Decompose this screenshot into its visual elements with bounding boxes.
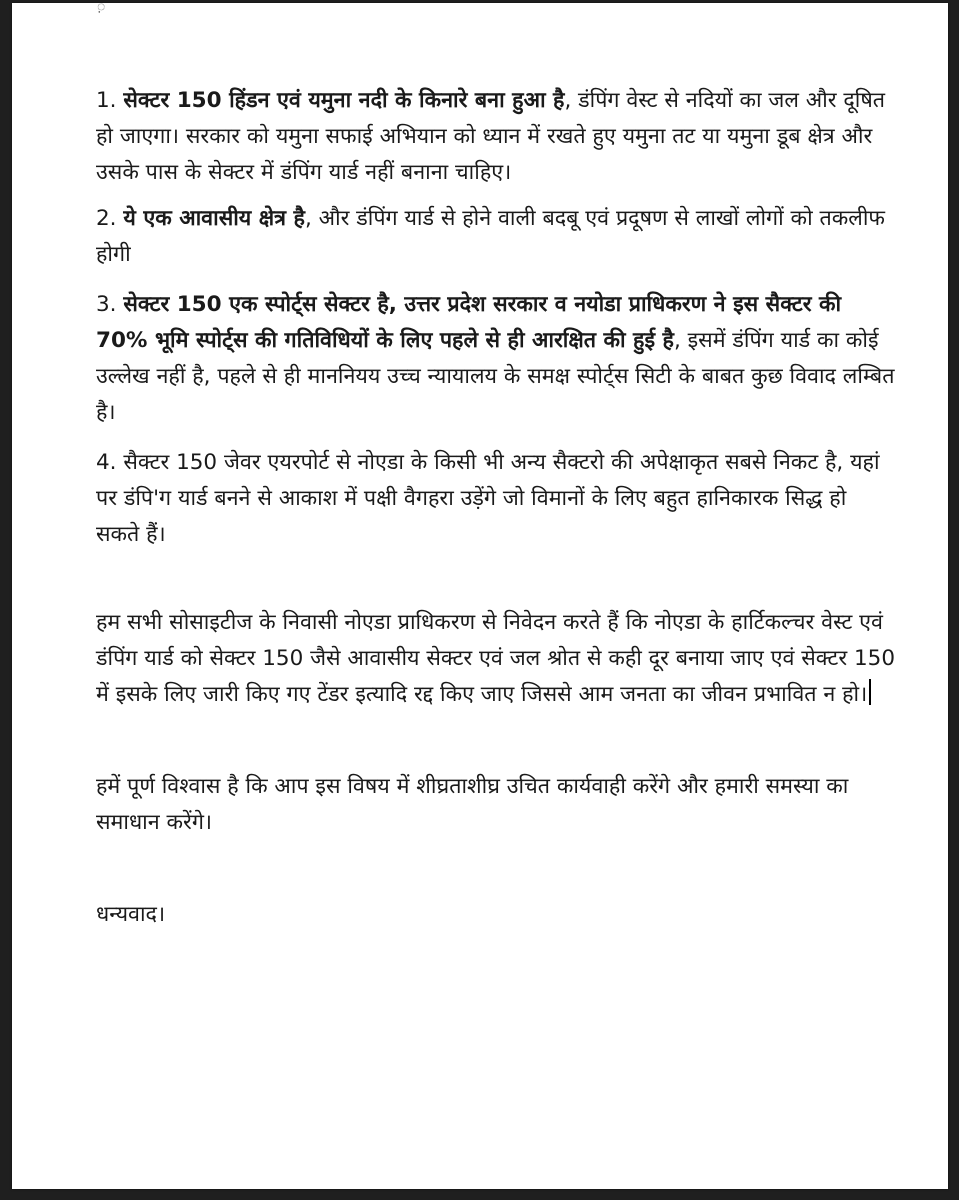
point-3 <box>96 287 896 431</box>
point-2 <box>96 201 896 273</box>
point-text: सैक्टर 150 जेवर एयरपोर्ट से नोएडा के किसी भी अन्य सैक्टरो की अपेक्षाकृत सबसे निकट है, यहां पर डंपि'ग यार्ड बनने से आकाश में पक्षी वैगहरा उड़ेंगे जो विमानों के लिए बहुत हानिकारक सिद्ध हो सकते हैं। <box>96 450 880 547</box>
text-cursor <box>869 679 871 705</box>
point-number: 2. <box>96 206 117 231</box>
request-text: हम सभी सोसाइटीज के निवासी नोएडा प्राधिकरण से निवेदन करते हैं कि नोएडा के हार्टिकल्चर वेस्ट एवं डंपिंग यार्ड को सेक्टर 150 जैसे आवासीय सेक्टर एवं जल श्रोत से कही दूर बनाया जाए एवं सेक्टर 150 में इसके लिए जारी किए गए टेंडर इत्यादि रद्द किए जाए जिससे आम जनता का जीवन प्रभावित न हो। <box>96 610 896 707</box>
point-bold-text: ये एक आवासीय क्षेत्र है <box>123 206 305 231</box>
document-page <box>12 0 948 1189</box>
trust-paragraph: हमें पूर्ण विश्वास है कि आप इस विषय में शीघ्रताशीघ्र उचित कार्यवाही करेंगे और हमारी समस्या का समाधान करेंगे। <box>96 774 849 835</box>
point-number: 3. <box>96 292 117 317</box>
point-number: 1. <box>96 88 117 113</box>
point-text: , इसमें डंपिंग यार्ड का कोई उल्लेख नहीं है, पहले से ही माननियय उच्च न्यायालय के समक्ष स्पोर्ट्स सिटी के बाबत कुछ विवाद लम्बित है। <box>96 328 895 425</box>
partial-text-fragment: ़ <box>97 0 106 15</box>
point-bold-text: सेक्टर 150 एक स्पोर्ट्स सेक्टर है, उत्तर प्रदेश सरकार व नयोडा प्राधिकरण ने इस सैक्टर की 70% भूमि स्पोर्ट्स की गतिविधियों के लिए पहले से ही आरक्षित की हुई है <box>96 292 842 353</box>
point-number: 4. <box>96 450 117 475</box>
letter-body[interactable] <box>96 83 896 933</box>
point-1 <box>96 83 896 191</box>
point-text: , डंपिंग वेस्ट से नदियों का जल और दूषित हो जाएगा। सरकार को यमुना सफाई अभियान को ध्यान में रखते हुए यमुना तट या यमुना डूब क्षेत्र और उसके पास के सेक्टर में डंपिंग यार्ड नहीं बनाना चाहिए। <box>96 88 886 185</box>
request-paragraph <box>96 605 896 713</box>
point-text: , और डंपिंग यार्ड से होने वाली बदबू एवं प्रदूषण से लाखों लोगों को तकलीफ होगी <box>96 206 885 267</box>
closing-text: धन्यवाद। <box>96 902 166 927</box>
point-bold-text: सेक्टर 150 हिंडन एवं यमुना नदी के किनारे बना हुआ है <box>123 88 565 113</box>
point-4 <box>96 445 896 553</box>
